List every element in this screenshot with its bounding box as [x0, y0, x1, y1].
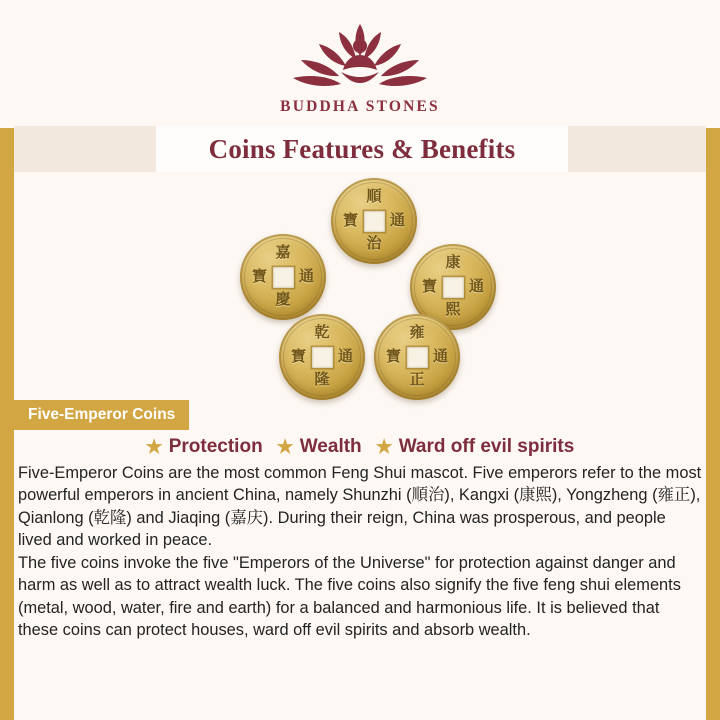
- coins-illustration: [14, 172, 706, 400]
- coin-shunzhi-char-left: 寶: [343, 212, 359, 229]
- coin-yongzheng: [374, 314, 460, 400]
- coin-qianlong-char-right: 通: [337, 348, 353, 365]
- coin-qianlong-char-top: 乾: [314, 325, 330, 341]
- page-title: Coins Features & Benefits: [208, 133, 516, 164]
- body-paragraph-1: Five-Emperor Coins are the most common Feng Shui mascot. Five emperors refer to the most powerful emperors in ancient China, namely Shunzhi (順治), Kangxi (康熙), Yongzheng (雍正), Qianlong (乾隆) and Jiaqing (嘉庆). During their reign, China was prosperous, and people lived and worked in peace.: [18, 464, 702, 550]
- coin-qianlong-char-left: 寶: [291, 348, 307, 365]
- star-icon: ★: [276, 436, 294, 458]
- coin-jiaqing-char-left: 寶: [252, 268, 268, 285]
- benefit-protection: [146, 436, 263, 458]
- coin-yongzheng-char-bottom: 正: [409, 372, 425, 388]
- coin-yongzheng-char-left: 寶: [386, 348, 402, 365]
- coin-kangxi-char-left: 寶: [422, 278, 438, 295]
- coin-yongzheng-char-right: 通: [432, 348, 448, 365]
- lotus-meditation-icon: [0, 16, 720, 94]
- section-label-text: Five-Emperor Coins: [28, 406, 176, 423]
- coin-jiaqing-char-right: 通: [298, 268, 314, 285]
- benefit-ward-off-evil-spirits: [376, 436, 575, 458]
- coin-kangxi-hole: [443, 277, 464, 298]
- coin-kangxi-char-right: 通: [468, 278, 484, 295]
- coin-yongzheng-char-top: 雍: [409, 325, 425, 341]
- coin-kangxi-char-bottom: 熙: [445, 302, 461, 318]
- star-icon: ★: [375, 436, 393, 458]
- body-text: [18, 462, 704, 642]
- coin-jiaqing-hole: [273, 267, 294, 288]
- coin-qianlong: [279, 314, 365, 400]
- brand-logo: [0, 16, 720, 116]
- coin-shunzhi-char-right: 通: [389, 212, 405, 229]
- coin-qianlong-char-bottom: 隆: [314, 372, 330, 388]
- brand-name: BUDDHA STONES: [280, 98, 440, 115]
- section-label-tab: [14, 400, 189, 430]
- coin-shunzhi-hole: [364, 211, 385, 232]
- coin-shunzhi-char-bottom: 治: [366, 236, 382, 252]
- coin-qianlong-hole: [312, 347, 333, 368]
- coin-jiaqing-char-top: 嘉: [275, 245, 291, 261]
- page-title-container: [156, 126, 568, 172]
- coin-yongzheng-hole: [407, 347, 428, 368]
- benefits-list: [14, 436, 706, 458]
- coin-kangxi-char-top: 康: [445, 255, 461, 271]
- benefit-wealth: [277, 436, 362, 458]
- benefit-wealth-label: Wealth: [299, 436, 362, 457]
- coin-shunzhi: [331, 178, 417, 264]
- benefit-ward-off-evil-spirits-label: Ward off evil spirits: [398, 436, 575, 457]
- coin-shunzhi-char-top: 順: [366, 189, 382, 205]
- body-paragraph-2: The five coins invoke the five "Emperors of the Universe" for protection against danger and harm as well as to attract wealth luck. The five coins also signify the five feng shui elements (metal, wood, water, fire and earth) for a balanced and harmonious life. It is believed that these coins can protect houses, ward off evil spirits and absorb wealth.: [18, 553, 681, 640]
- coin-jiaqing-char-bottom: 慶: [275, 292, 291, 308]
- benefit-protection-label: Protection: [168, 436, 263, 457]
- coin-jiaqing: [240, 234, 326, 320]
- star-icon: ★: [145, 436, 163, 458]
